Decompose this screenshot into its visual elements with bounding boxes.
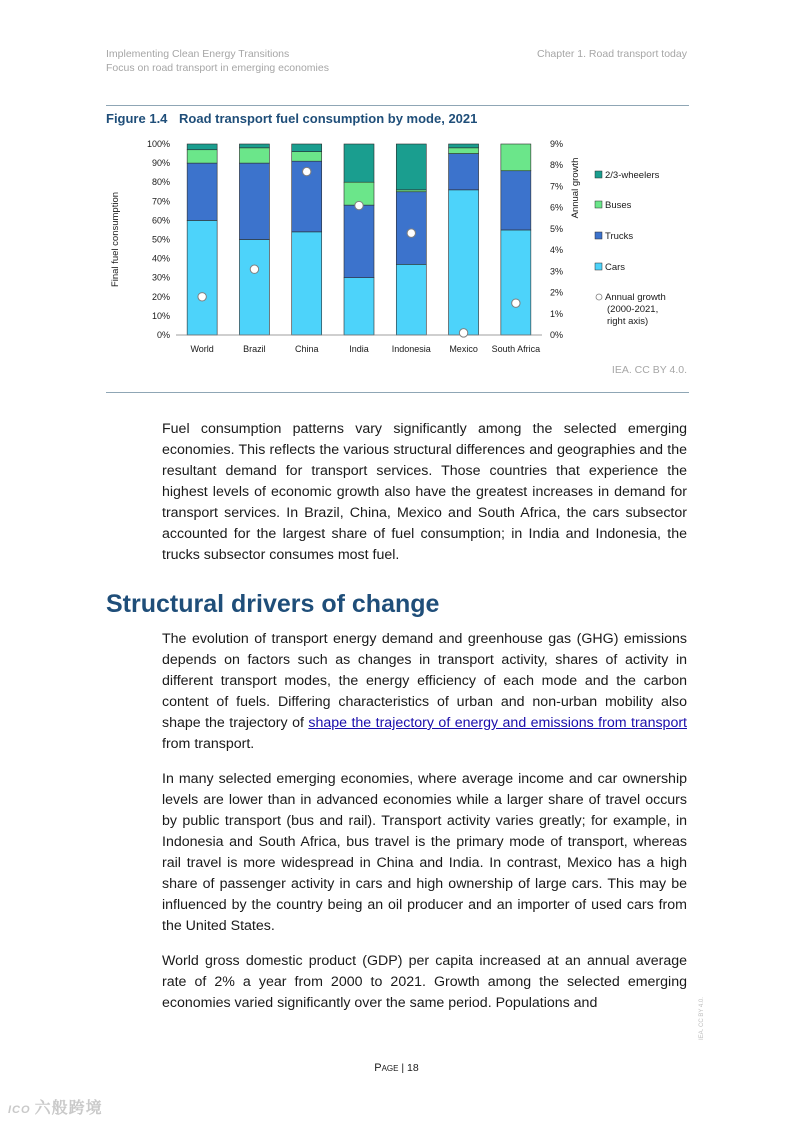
bar-segment	[292, 152, 322, 162]
legend-label: right axis)	[607, 316, 649, 327]
y2-tick-label: 5%	[550, 223, 564, 234]
paragraph-evolution	[162, 629, 687, 755]
side-credit: IEA. CC BY 4.0.	[699, 997, 705, 1040]
section-heading: Structural drivers of change	[106, 590, 440, 618]
legend-label: Buses	[605, 200, 632, 211]
bar-segment	[396, 144, 426, 190]
growth-point	[459, 329, 467, 337]
figure-top-rule	[106, 105, 689, 106]
growth-point	[512, 299, 520, 307]
y-axis-title: Final fuel consumption	[110, 191, 121, 288]
bar-segment	[449, 148, 479, 154]
y2-tick-label: 6%	[550, 202, 564, 213]
x-tick-label: South Africa	[491, 344, 541, 354]
y-tick-label: 40%	[151, 253, 170, 264]
x-tick-label: India	[349, 344, 369, 354]
watermark-text: 六般跨境	[34, 1100, 103, 1117]
x-tick-label: Mexico	[449, 344, 478, 354]
bar-segment	[344, 205, 374, 278]
chapter-header: Chapter 1. Road transport today	[536, 48, 687, 60]
y-tick-label: 30%	[151, 272, 170, 283]
bar-segment	[187, 150, 217, 163]
y2-tick-label: 4%	[550, 245, 564, 256]
bar-segment	[187, 144, 217, 150]
report-subtitle: Focus on road transport in emerging economies	[106, 62, 329, 74]
paragraph-public-transport: In many selected emerging economies, where average income and car ownership levels are lower than in advanced economies while a larger share of travel occurs by public transport (bus and rail). Transport activity varies greatly; for example, in Indonesia and South Africa, bus travel is the primary mode of transport, whereas rail travel is more widespread in China and India. In contrast, Mexico has a high share of passenger activity in cars and high ownership of large cars. This may be influenced by the country being an oil producer and an importer of used cars from the United States.	[162, 771, 687, 934]
y2-tick-label: 1%	[550, 308, 564, 319]
figure-caption: Road transport fuel consumption by mode, 2021	[179, 111, 478, 126]
bar-segment	[396, 264, 426, 335]
y-tick-label: 100%	[146, 139, 170, 149]
y2-axis-title: Annual growth	[570, 157, 581, 219]
legend-swatch	[595, 263, 602, 270]
y-tick-label: 20%	[151, 291, 170, 302]
x-tick-label: China	[294, 344, 319, 354]
bar-segment	[239, 163, 269, 239]
growth-point	[303, 167, 311, 175]
x-tick-label: World	[190, 344, 214, 354]
bar-segment	[239, 144, 269, 148]
legend-swatch	[595, 201, 602, 208]
growth-point	[250, 265, 258, 273]
fuel-consumption-chart	[106, 136, 689, 358]
bar-segment	[396, 192, 426, 265]
figure-credit: IEA. CC BY 4.0.	[611, 364, 687, 376]
watermark-logo: ICO	[8, 1104, 31, 1116]
trajectory-link[interactable]: shape the trajectory of energy and emissions from transport	[308, 715, 687, 731]
bar-segment	[292, 144, 322, 152]
legend-label: Cars	[605, 262, 626, 273]
y2-tick-label: 0%	[550, 330, 564, 340]
x-tick-label: Brazil	[243, 344, 266, 354]
y-tick-label: 0%	[156, 330, 170, 340]
bar-segment	[449, 154, 479, 190]
bar-segment	[187, 163, 217, 220]
legend-label: 2/3-wheelers	[605, 170, 660, 181]
watermark	[8, 1095, 103, 1118]
legend-label: Trucks	[605, 231, 634, 242]
page-separator: |	[398, 1062, 408, 1074]
bar-segment	[501, 230, 531, 335]
growth-point	[355, 201, 363, 209]
growth-point	[407, 229, 415, 237]
y-tick-label: 50%	[151, 234, 170, 245]
y2-tick-label: 2%	[550, 287, 564, 298]
report-series-title: Implementing Clean Energy Transitions	[106, 48, 290, 60]
figure-number: Figure 1.4	[106, 111, 168, 126]
bar-segment	[501, 171, 531, 230]
running-header-left	[106, 47, 329, 75]
bar-segment	[187, 220, 217, 335]
bar-segment	[292, 232, 322, 335]
figure-title	[106, 111, 477, 126]
bar-segment	[344, 278, 374, 335]
legend-label: (2000-2021,	[607, 304, 659, 315]
bar-segment	[239, 240, 269, 336]
y2-tick-label: 9%	[550, 139, 564, 149]
page-footer	[0, 1062, 793, 1074]
paragraph-gdp: World gross domestic product (GDP) per capita increased at an annual average rate of 2% a year from 2000 to 2021. Growth among the selected emerging economies varied significantly over the same period. Populations and	[162, 953, 687, 1011]
y-tick-label: 70%	[151, 196, 170, 207]
y2-tick-label: 8%	[550, 160, 564, 171]
bar-segment	[449, 190, 479, 335]
page-label: Page	[374, 1062, 399, 1074]
paragraph-evolution-tail: from transport.	[162, 736, 255, 752]
growth-point	[198, 293, 206, 301]
paragraph-evolution-text: The evolution of transport energy demand and greenhouse gas (GHG) emissions depends on factors such as changes in transport activity, shares of activity in different transport modes, the energy efficiency of each mode and the carbon content of fuels. Differing characteristics of urban and non-urban mobility also shape the trajectory of	[162, 631, 687, 731]
y2-tick-label: 7%	[550, 181, 564, 192]
bar-segment	[501, 144, 531, 171]
bar-segment	[344, 144, 374, 182]
y-tick-label: 60%	[151, 215, 170, 226]
figure-bottom-rule	[106, 392, 689, 393]
y-tick-label: 90%	[151, 158, 170, 169]
bar-segment	[239, 148, 269, 163]
y2-tick-label: 3%	[550, 266, 564, 277]
y-tick-label: 80%	[151, 177, 170, 188]
legend-label: Annual growth	[605, 292, 666, 303]
page-number: 18	[407, 1062, 419, 1074]
x-tick-label: Indonesia	[391, 344, 431, 354]
legend-swatch	[595, 171, 602, 178]
legend-swatch	[595, 232, 602, 239]
legend-swatch-growth	[596, 294, 602, 300]
bar-segment	[449, 144, 479, 148]
y-tick-label: 10%	[151, 310, 170, 321]
paragraph-fuel-patterns: Fuel consumption patterns vary significantly among the selected emerging economies. This reflects the various structural differences and geographies and the resultant demand for transport services. Those countries that experience the highest levels of economic growth also have the greatest increases in demand for transport services. In Brazil, China, Mexico and South Africa, the cars subsector accounted for the largest share of fuel consumption; in India and Indonesia, the trucks subsector consumes most fuel.	[162, 421, 687, 563]
